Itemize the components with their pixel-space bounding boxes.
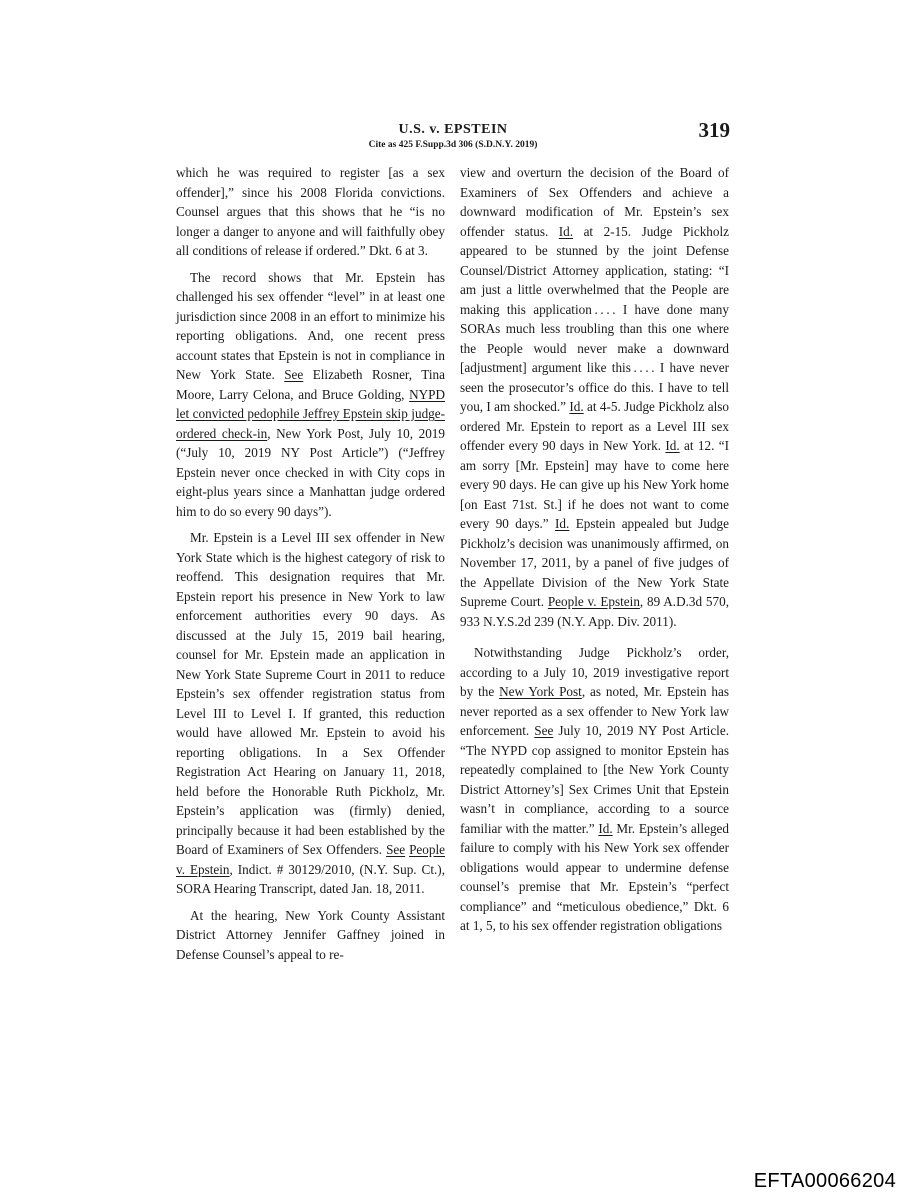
text-run: at 4-5. Judge Pickholz also ordered Mr. Epstein to report as a Level III sex offender every 90 days in New York. bbox=[460, 399, 729, 453]
article-title: NYPD let convicted pedophile Jeffrey Epstein skip judge-ordered check-in bbox=[176, 386, 445, 441]
signal-see: See bbox=[534, 723, 554, 738]
paragraph bbox=[176, 268, 445, 522]
text-run: At the hearing, New York County Assistant District Attorney Jennifer Gaffney joined in Defense Counsel’s appeal to re- bbox=[176, 907, 445, 962]
paragraph bbox=[460, 643, 729, 936]
text-run: which he was required to register [as a sex offender],” since his 2008 Florida convictions. Counsel argues that this shows that he “is no longer a danger to anyone and will faithfully obey all conditions of release if ordered.” Dkt. 6 at 3. bbox=[176, 165, 445, 258]
text-run: at 12. “I am sorry [Mr. Epstein] may have to come here every 90 days. He can give up his New York home [on East 71st. St.] if he does not want to come every 90 days.” bbox=[460, 438, 729, 531]
text-run: , 89 A.D.3d 570, 933 N.Y.S.2d 239 (N.Y. App. Div. 2011). bbox=[460, 594, 729, 629]
case-citation: Cite as 425 F.Supp.3d 306 (S.D.N.Y. 2019) bbox=[368, 140, 538, 150]
text-run: Epstein appealed but Judge Pickholz’s decision was unanimously affirmed, on November 17, 2011, by a panel of five judges of the Appellate Division of the New York State Supreme Court. bbox=[460, 516, 729, 609]
text-run: Elizabeth Rosner, Tina Moore, Larry Celona, and Bruce Golding, bbox=[176, 367, 446, 402]
case-name: People v. Epstein bbox=[547, 594, 640, 609]
text-run: Notwithstanding Judge Pickholz’s order, according to a July 10, 2019 investigative report by the bbox=[460, 645, 729, 699]
page-header bbox=[0, 118, 906, 158]
paragraph bbox=[176, 906, 445, 965]
signal-id: Id. bbox=[558, 223, 574, 239]
document-id: EFTA00066204 bbox=[753, 1170, 896, 1192]
text-run: , Indict. # 30129/2010, (N.Y. Sup. Ct.), SORA Hearing Transcript, dated Jan. 18, 2011. bbox=[176, 861, 445, 896]
signal-id: Id. bbox=[569, 399, 584, 414]
text-run: Mr. Epstein is a Level III sex offender in New York State which is the highest category of risk to reoffend. This designation requires that Mr. Epstein report his presence in New York to law enforcement authorities every 90 days. As discussed at the July 15, 2019 bail hearing, counsel for Mr. Epstein made an application in New York State Supreme Court in 2011 to reduce Epstein’s sex offender registration status from Level III to Level I. If granted, this reduction would have allowed Mr. Epstein to avoid his reporting obligations. In a Sex Offender Registration Act Hearing on January 11, 2018, held before the Honorable Ruth Pickholz, Mr. Epstein’s application was (firmly) denied, principally because it had been established by the Board of Examiners of Sex Offenders. bbox=[176, 530, 445, 857]
case-title: U.S. v. EPSTEIN bbox=[398, 122, 508, 137]
text-run: July 10, 2019 NY Post Article. “The NYPD cop assigned to monitor Epstein has repeatedly complained to [the New York County District Attorney’s] Sex Crimes Unit that Epstein wasn’t in compliance, according to a source familiar with the matter.” bbox=[460, 723, 729, 836]
signal-id: Id. bbox=[665, 438, 680, 453]
signal-id: Id. bbox=[598, 820, 613, 836]
text-run: The record shows that Mr. Epstein has challenged his sex offender “level” in at least one jurisdiction since 2008 in an effort to minimize his reporting obligations. And, one recent press account states that Epstein is not in compliance in New York State. bbox=[176, 269, 445, 382]
text-run: Mr. Epstein’s alleged failure to comply with his New York sex offender obligations would appear to undermine defense counsel’s premise that Mr. Epstein’s “perfect compliance” and “meticulous obedience,” Dkt. 6 at 1, 5, to his sex offender registration obligations bbox=[460, 820, 729, 933]
text-run: , New York Post, July 10, 2019 (“July 10, 2019 NY Post Article”) (“Jeffrey Epstein never once checked in with City cops in eight-plus years since a Manhattan judge ordered him to do so every 90 days”). bbox=[176, 425, 445, 519]
text-run: view and overturn the decision of the Board of Examiners of Sex Offenders and achieve a downward modification of Mr. Epstein’s sex offender status. bbox=[460, 165, 729, 239]
page-number: 319 bbox=[698, 118, 730, 142]
paragraph bbox=[176, 163, 445, 261]
signal-see: See bbox=[284, 367, 304, 382]
paragraph bbox=[176, 528, 445, 899]
left-column bbox=[176, 163, 445, 971]
text-run: at 2-15. Judge Pickholz appeared to be stunned by the joint Defense Counsel/District Attorney application, stating: “I am just a little overwhelmed that the People are making this application . . . . I have done many SORAs much less troubling than this one where the People would never make a downward [adjustment] argument like this . . . . I have never seen the prosecutor’s office do this. I have to tell you, I am shocked.” bbox=[460, 223, 730, 414]
paragraph bbox=[460, 163, 729, 631]
right-column bbox=[460, 163, 729, 943]
signal-see: See bbox=[386, 842, 406, 857]
case-name: People v. Epstein bbox=[176, 842, 445, 877]
text-run: , as noted, Mr. Epstein has never reported as a sex offender to New York law enforcement. bbox=[460, 684, 729, 738]
signal-id: Id. bbox=[555, 516, 570, 531]
publication-name: New York Post bbox=[499, 684, 582, 699]
